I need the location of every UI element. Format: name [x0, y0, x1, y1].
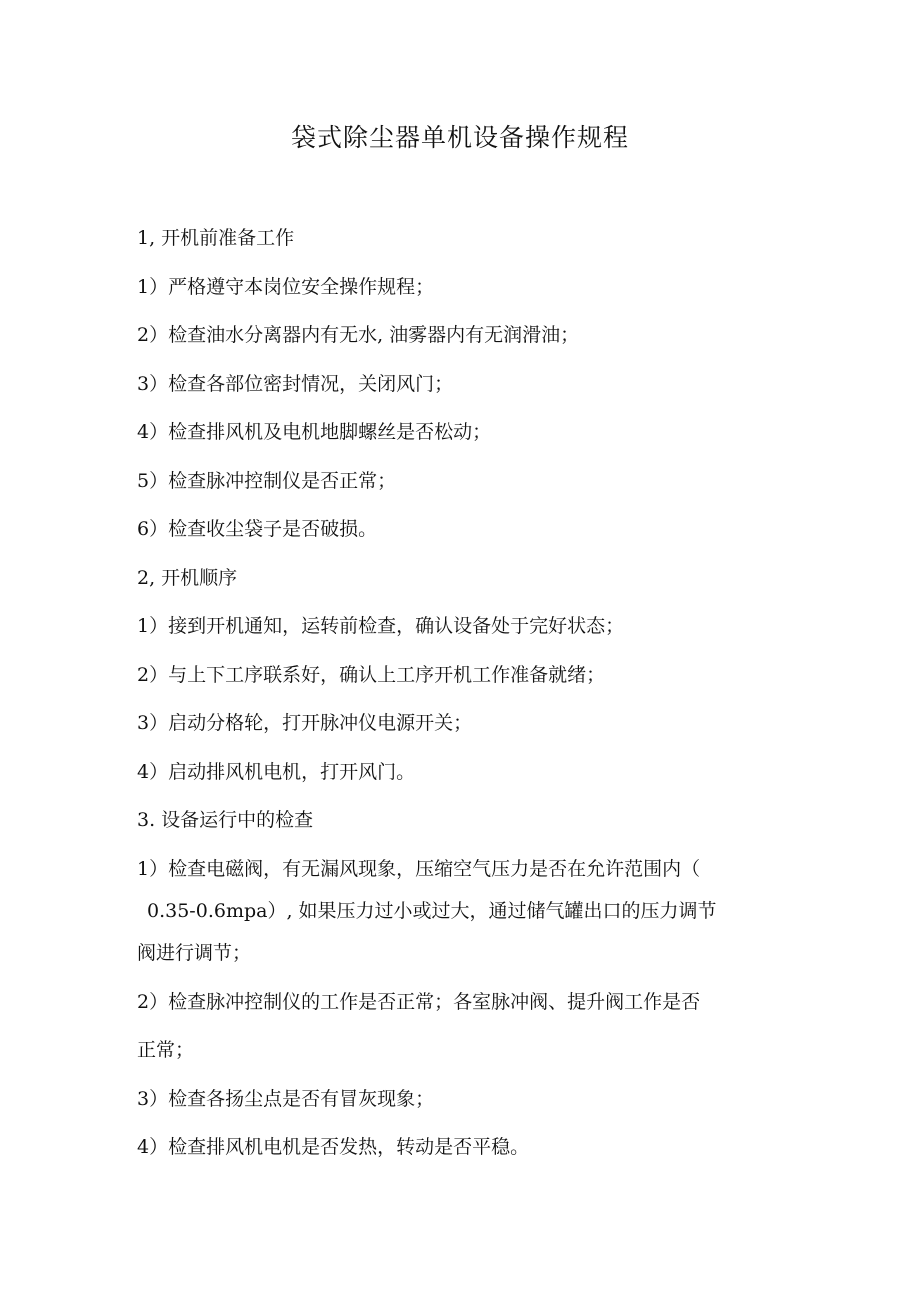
- list-item-line: 阀进行调节；: [137, 942, 252, 964]
- section-heading-inspection: 3. 设备运行中的检查: [137, 809, 314, 831]
- list-item: 6）检查收尘袋子是否破损。: [137, 518, 378, 540]
- list-item-line: 0.35-0.6mpa）, 如果压力过小或过大，通过储气罐出口的压力调节: [147, 900, 717, 922]
- list-item: 2）与上下工序联系好，确认上工序开机工作准备就绪；: [137, 663, 606, 686]
- list-item: 5）检查脉冲控制仪是否正常；: [137, 469, 397, 492]
- section-heading-startup: 2, 开机顺序: [137, 566, 238, 589]
- list-item: 4）检查排风机及电机地脚螺丝是否松动；: [137, 421, 492, 443]
- list-item: 1）严格遵守本岗位安全操作规程；: [137, 275, 435, 298]
- list-item: 2）检查油水分离器内有无水, 油雾器内有无润滑油；: [137, 324, 580, 346]
- list-item-line: 2）检查脉冲控制仪的工作是否正常；各室脉冲阀、提升阀工作是否: [137, 990, 701, 1013]
- list-item: 3）启动分格轮，打开脉冲仪电源开关；: [137, 712, 473, 734]
- section-heading-preparation: 1, 开机前准备工作: [137, 227, 295, 249]
- list-item-line: 正常；: [137, 1039, 195, 1061]
- list-item: 3）检查各部位密封情况，关闭风门；: [137, 372, 454, 395]
- list-item: 1）接到开机通知，运转前检查，确认设备处于完好状态；: [137, 615, 625, 637]
- list-item-line: 1）检查电磁阀，有无漏风现象，压缩空气压力是否在允许范围内（: [137, 857, 701, 880]
- list-item: 4）检查排风机电机是否发热，转动是否平稳。: [137, 1136, 530, 1158]
- list-item: 3）检查各扬尘点是否有冒灰现象；: [137, 1087, 435, 1110]
- list-item: 4）启动排风机电机，打开风门。: [137, 760, 416, 783]
- list-item-solenoid-check: [137, 845, 787, 978]
- list-item-pulse-check: [137, 978, 787, 1075]
- document-title: 袋式除尘器单机设备操作规程: [290, 123, 629, 152]
- document-body: [137, 214, 787, 1172]
